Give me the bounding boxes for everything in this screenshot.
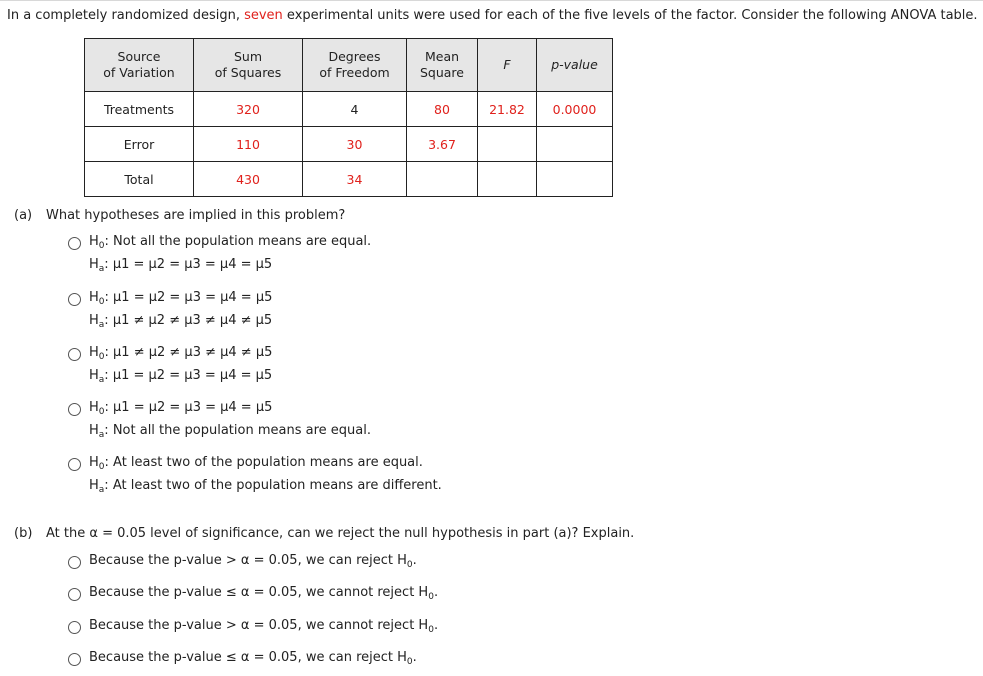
header-sum-of-squares: Sum of Squares [194, 39, 303, 92]
header-f: F [478, 39, 537, 92]
ha-line: $H_a$: μ1 ≠ μ2 ≠ μ3 ≠ μ4 ≠ μ5 [89, 313, 273, 330]
radio-button[interactable] [68, 403, 81, 416]
ha-line: $H_a$: μ1 = μ2 = μ3 = μ4 = μ5 [89, 368, 273, 385]
cell-p: 0.0000 [537, 92, 613, 127]
intro-text-end: experimental units were used for each of the five levels of the factor. Consider the following ANOVA table. [282, 8, 978, 23]
conclusion-text: Because the p-value > α = 0.05, we can reject $H_0$. [89, 553, 417, 570]
cell-ss: 110 [194, 127, 303, 162]
ha-line: $H_a$: At least two of the population means are different. [89, 478, 442, 495]
cell-source: Treatments [85, 92, 194, 127]
intro-text-start: In a completely randomized design, [7, 8, 245, 23]
anova-table [84, 38, 613, 197]
conclusion-text: Because the p-value > α = 0.05, we cannot reject $H_0$. [89, 618, 439, 635]
header-source: Source of Variation [85, 39, 194, 92]
cell-df: 34 [303, 162, 407, 197]
cell-p [537, 162, 613, 197]
radio-button[interactable] [68, 588, 81, 601]
header-degrees-of-freedom: Degrees of Freedom [303, 39, 407, 92]
cell-ss: 320 [194, 92, 303, 127]
cell-source: Error [85, 127, 194, 162]
radio-button[interactable] [68, 556, 81, 569]
cell-ms: 3.67 [407, 127, 478, 162]
part-a-label: (a) [14, 208, 33, 223]
h0-line: $H_0$: μ1 ≠ μ2 ≠ μ3 ≠ μ4 ≠ μ5 [89, 345, 273, 362]
table-row-treatments [85, 92, 613, 127]
cell-f [478, 127, 537, 162]
header-p-value: p-value [537, 39, 613, 92]
cell-df: 4 [303, 92, 407, 127]
cell-df: 30 [303, 127, 407, 162]
cell-f [478, 162, 537, 197]
part-b-label: (b) [14, 526, 33, 541]
table-row-total [85, 162, 613, 197]
problem-intro [7, 8, 978, 23]
part-b-question: At the α = 0.05 level of significance, can we reject the null hypothesis in part (a)? Explain. [46, 526, 635, 541]
ha-line: $H_a$: μ1 = μ2 = μ3 = μ4 = μ5 [89, 257, 273, 274]
h0-line: $H_0$: μ1 = μ2 = μ3 = μ4 = μ5 [89, 400, 273, 417]
h0-line: $H_0$: Not all the population means are equal. [89, 234, 372, 251]
anova-header-row [85, 39, 613, 92]
cell-p [537, 127, 613, 162]
radio-button[interactable] [68, 237, 81, 250]
ha-line: $H_a$: Not all the population means are equal. [89, 423, 371, 440]
cell-f: 21.82 [478, 92, 537, 127]
conclusion-text: Because the p-value ≤ α = 0.05, we cannot reject $H_0$. [89, 585, 439, 602]
radio-button[interactable] [68, 458, 81, 471]
part-a-question: What hypotheses are implied in this problem? [46, 208, 346, 223]
h0-line: $H_0$: μ1 = μ2 = μ3 = μ4 = μ5 [89, 290, 273, 307]
radio-button[interactable] [68, 293, 81, 306]
cell-source: Total [85, 162, 194, 197]
cell-ms [407, 162, 478, 197]
cell-ss: 430 [194, 162, 303, 197]
top-divider [0, 0, 983, 1]
cell-ms: 80 [407, 92, 478, 127]
radio-button[interactable] [68, 653, 81, 666]
header-mean-square: Mean Square [407, 39, 478, 92]
intro-highlight-seven: seven [244, 8, 283, 23]
radio-button[interactable] [68, 621, 81, 634]
conclusion-text: Because the p-value ≤ α = 0.05, we can reject $H_0$. [89, 650, 417, 667]
table-row-error [85, 127, 613, 162]
radio-button[interactable] [68, 348, 81, 361]
h0-line: $H_0$: At least two of the population means are equal. [89, 455, 423, 472]
